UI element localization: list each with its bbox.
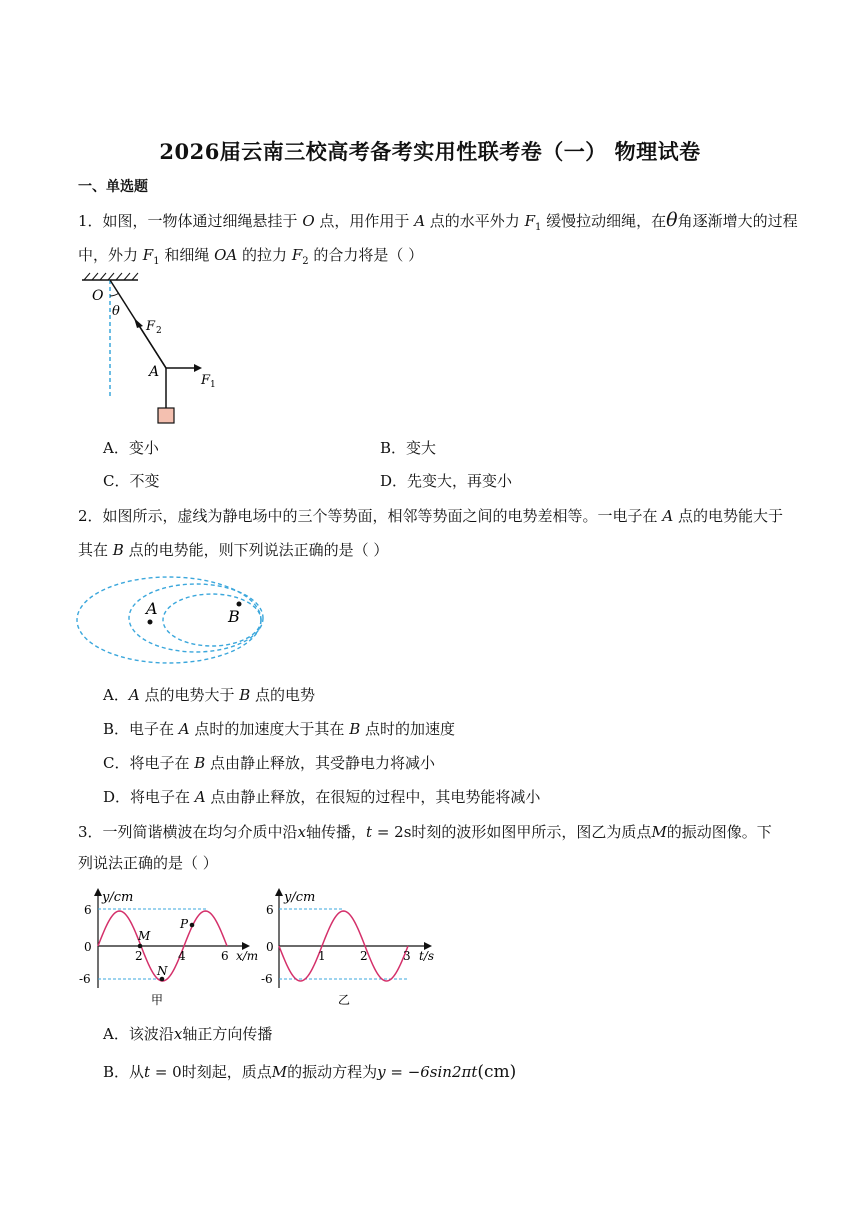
q2-figure <box>74 576 274 670</box>
point-m <box>138 944 143 949</box>
q1-option-c[interactable]: C．不变 <box>103 472 160 490</box>
y-tick-6: 6 <box>266 903 274 917</box>
y-axis-arrow <box>94 888 102 896</box>
caption-jia: 甲 <box>151 993 164 1007</box>
section-heading: 一、单选题 <box>78 179 148 195</box>
x-tick-4: 4 <box>178 949 186 963</box>
x-tick-6: 6 <box>221 949 229 963</box>
q1-line2: 中，外力 $F_1$ 和细绳 OA 的拉力 $F_2$ 的合力将是（ ） <box>78 246 424 267</box>
label-theta: θ <box>112 304 120 319</box>
point-p <box>190 923 195 928</box>
y-tick-neg6: -6 <box>79 972 91 986</box>
y-tick-neg6: -6 <box>261 972 273 986</box>
equipotential-middle <box>129 584 263 652</box>
label-f1-sub: 1 <box>210 380 216 390</box>
label-a: A <box>149 364 160 380</box>
label-f1: F <box>201 373 211 388</box>
y-tick-0: 0 <box>266 940 274 954</box>
page-title: 2026届云南三校高考备考实用性联考卷（一） 物理试卷 <box>159 139 701 164</box>
point-a <box>148 620 153 625</box>
x-tick-2: 2 <box>135 949 143 963</box>
label-m: M <box>138 929 151 943</box>
x-label: x/m <box>236 949 259 963</box>
f2-arrowhead <box>134 318 143 328</box>
caption-yi: 乙 <box>338 993 351 1007</box>
q1-option-d[interactable]: D．先变大，再变小 <box>380 472 513 490</box>
x-tick-1: 1 <box>318 949 326 963</box>
theta-arc <box>110 293 119 296</box>
q1-line1: 1．如图，一物体通过细绳悬挂于 O 点，用作用于 A 点的水平外力 $F_1$ 缓慢拉动细绳，在θ角逐渐增大的过程 <box>78 209 798 233</box>
label-p: P <box>180 917 189 931</box>
q1-option-a[interactable]: A．变小 <box>103 439 159 457</box>
f1-arrowhead <box>194 364 202 372</box>
ceiling-hatch <box>84 273 138 280</box>
hanging-block <box>158 408 174 423</box>
y-axis-arrow <box>275 888 283 896</box>
y-tick-0: 0 <box>84 940 92 954</box>
x-label: t/s <box>419 949 435 963</box>
x-tick-3: 3 <box>403 949 411 963</box>
q2-option-c[interactable]: C．将电子在 B 点由静止释放，其受静电力将减小 <box>103 754 436 772</box>
q2-option-a[interactable]: A．A 点的电势大于 B 点的电势 <box>103 686 316 704</box>
q3-option-a[interactable]: A．该波沿x轴正方向传播 <box>103 1025 273 1043</box>
q3-line1: 3．一列简谐横波在均匀介质中沿x轴传播，t = 2s时刻的波形如图甲所示，图乙为质点M的振动图像。下 <box>78 823 772 841</box>
label-b: B <box>228 607 240 626</box>
label-n: N <box>157 964 168 978</box>
q3-option-b[interactable]: B．从t = 0时刻起，质点M的振动方程为y = −6sin2πt(cm) <box>103 1062 517 1082</box>
label-f2: F <box>146 319 156 334</box>
point-b <box>237 602 242 607</box>
q2-line2: 其在 B 点的电势能，则下列说法正确的是（ ） <box>78 541 389 559</box>
equipotential-inner <box>163 594 261 646</box>
q1-option-b[interactable]: B．变大 <box>380 439 437 457</box>
q2-option-b[interactable]: B．电子在 A 点时的加速度大于其在 B 点时的加速度 <box>103 720 455 738</box>
q3-line2: 列说法正确的是（ ） <box>78 854 218 872</box>
q3-figure-jia <box>74 884 264 1008</box>
label-f2-sub: 2 <box>156 326 162 336</box>
y-label: y/cm <box>284 890 316 905</box>
y-label: y/cm <box>102 890 134 905</box>
label-o: O <box>92 288 104 304</box>
y-tick-6: 6 <box>84 903 92 917</box>
q2-line1: 2．如图所示，虚线为静电场中的三个等势面，相邻等势面之间的电势差相等。一电子在 A 点的电势能大于 <box>78 507 783 525</box>
q1-figure <box>74 270 234 430</box>
label-a: A <box>146 599 158 618</box>
q3-figure-yi <box>258 884 448 1008</box>
q2-option-d[interactable]: D．将电子在 A 点由静止释放，在很短的过程中，其电势能将减小 <box>103 788 541 806</box>
x-tick-2: 2 <box>360 949 368 963</box>
